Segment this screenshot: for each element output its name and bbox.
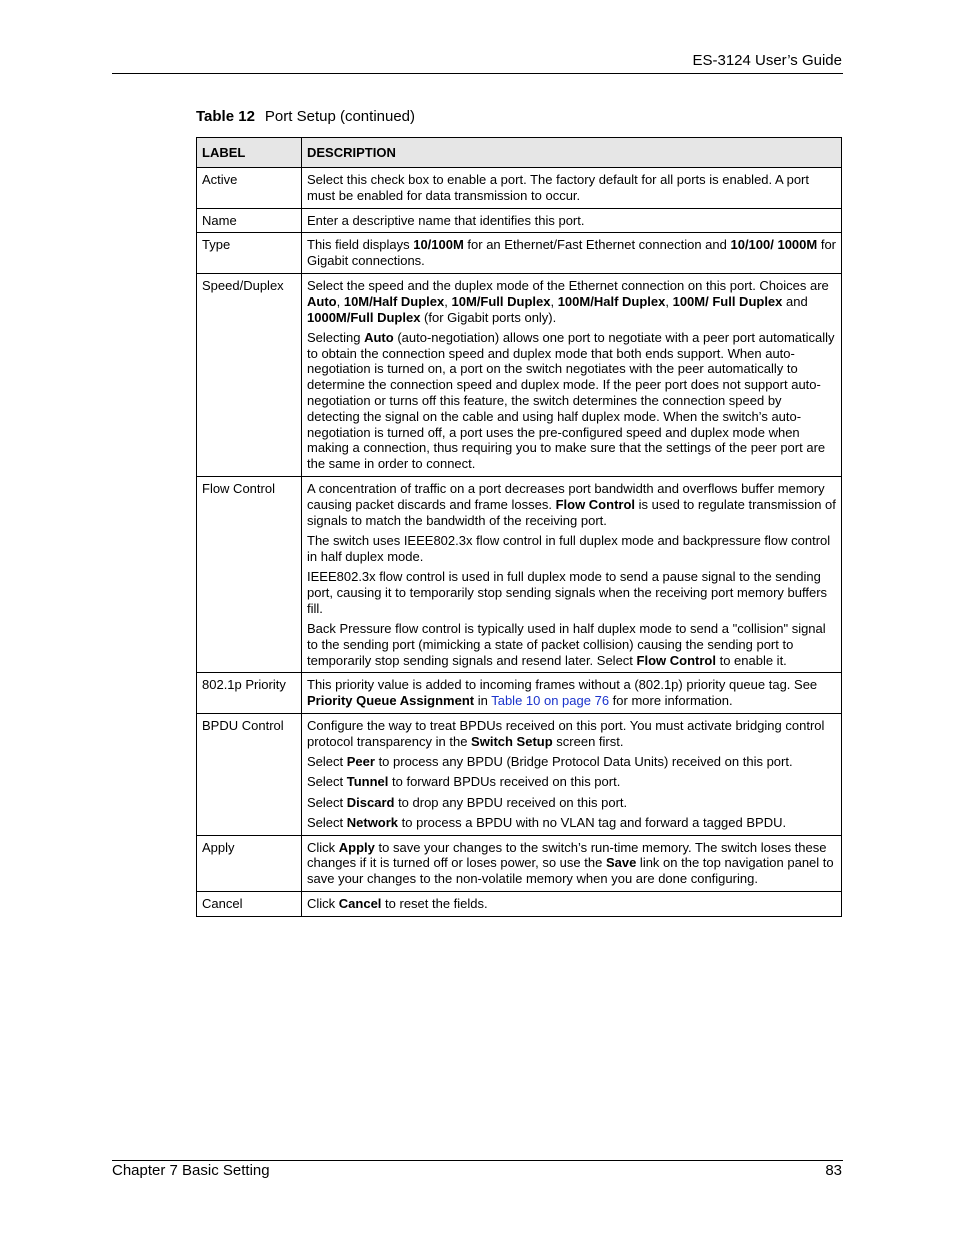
text-run: to drop any BPDU received on this port. [394, 794, 628, 810]
bold-term: Flow Control [636, 652, 716, 668]
description-paragraph [307, 774, 836, 790]
guide-title: ES-3124 User’s Guide [692, 52, 842, 69]
bold-term: Priority Queue Assignment [307, 693, 475, 709]
row-label: 802.1p Priority [197, 673, 302, 714]
row-description [302, 713, 842, 835]
description-paragraph [307, 795, 836, 811]
row-label: BPDU Control [197, 713, 302, 835]
text-run: to process a BPDU with no VLAN tag and forward a tagged BPDU. [398, 814, 787, 830]
text-run: Configure the way to treat BPDUs received on this port. You must activate bridging control protocol transparency in the [307, 717, 825, 749]
description-paragraph [307, 278, 836, 325]
label-column-header: LABEL [197, 138, 302, 168]
bold-term: 100M/Half Duplex [557, 293, 666, 309]
chapter-title: Chapter 7 Basic Setting [112, 1162, 270, 1179]
row-label: Type [197, 233, 302, 274]
text-run: to save your changes to the switch’s run-time memory. The switch loses these changes if it is turned off or loses power, so use the [307, 839, 827, 871]
text-run: (auto-negotiation) allows one port to negotiate with a peer port automatically to obtain the connection speed and duplex mode that both ends support. When auto-negotiation is turned on, a port on the switch negotiates with the peer automatically to determine the connection speed and duplex mode. If the peer port does not support auto-negotiation or turns off this feature, the switch determines the connection speed by detecting the signal on the cable and using half duplex mode. When the switch’s auto-negotiation is turned off, a port uses the pre-configured speed and duplex mode when making a connection, thus requiring you to make sure that the settings of the peer port are the same in order to connect. [307, 329, 835, 472]
description-paragraph [307, 213, 836, 229]
text-run: for more information. [609, 693, 733, 709]
text-run: in [474, 693, 492, 709]
description-paragraph [307, 330, 836, 472]
bold-term: Discard [346, 794, 395, 810]
bold-term: Peer [346, 754, 375, 769]
description-paragraph [307, 718, 836, 750]
text-run: to reset the fields. [381, 896, 488, 912]
description-paragraph [307, 815, 836, 831]
text-run: , [550, 293, 558, 309]
bold-term: 10M/Full Duplex [451, 293, 551, 309]
text-run: to enable it. [715, 652, 787, 668]
table-row [197, 273, 842, 476]
row-description [302, 273, 842, 476]
table-row [197, 477, 842, 673]
bold-term: 1000M/Full Duplex [307, 309, 421, 325]
table-row [197, 835, 842, 891]
text-run: screen first. [552, 733, 624, 749]
table-row [197, 673, 842, 714]
text-run: Click [307, 839, 339, 855]
description-paragraph [307, 621, 836, 668]
description-paragraph [307, 840, 836, 887]
text-run: and [782, 293, 808, 309]
text-run: Click [307, 896, 339, 912]
port-setup-table [196, 137, 842, 917]
table-caption [196, 108, 415, 125]
description-paragraph [307, 677, 836, 709]
text-run: The switch uses IEEE802.3x flow control in full duplex mode and backpressure flow control in half duplex mode. [307, 532, 831, 564]
text-run: Select the speed and the duplex mode of the Ethernet connection on this port. Choices are [307, 277, 829, 293]
bold-term: 10M/Half Duplex [343, 293, 445, 309]
row-description [302, 673, 842, 714]
table-row [197, 233, 842, 274]
table-number: Table 12 [196, 108, 255, 125]
table-header-row [197, 138, 842, 168]
row-description [302, 168, 842, 209]
text-run: Selecting [307, 329, 365, 345]
row-description [302, 208, 842, 233]
text-run: , [665, 293, 673, 309]
bold-term: 10/100M [413, 237, 464, 253]
table-row [197, 713, 842, 835]
table-row [197, 168, 842, 209]
text-run: Select [307, 754, 347, 769]
row-label: Cancel [197, 892, 302, 917]
row-label: Active [197, 168, 302, 209]
text-run: Enter a descriptive name that identifies this port. [307, 212, 585, 228]
description-paragraph [307, 481, 836, 528]
bold-term: 100M/ Full Duplex [672, 293, 783, 309]
description-paragraph [307, 533, 836, 565]
text-run: for Gigabit connections. [307, 237, 837, 269]
bold-term: Tunnel [346, 774, 389, 790]
page-number: 83 [825, 1162, 842, 1179]
bold-term: Save [605, 855, 637, 871]
description-column-header: DESCRIPTION [302, 138, 842, 168]
table-row [197, 892, 842, 917]
bold-term: Auto [364, 329, 394, 345]
text-run: link on the top navigation panel to save your changes to the non-volatile memory when you are done configuring. [307, 855, 834, 887]
description-paragraph [307, 754, 836, 770]
bold-term: Network [346, 814, 399, 830]
description-paragraph [307, 172, 836, 204]
bold-term: Cancel [338, 896, 382, 912]
bold-term: Apply [338, 839, 375, 855]
footer-divider [112, 1160, 843, 1161]
row-label: Apply [197, 835, 302, 891]
text-run: This field displays [307, 237, 414, 253]
row-label: Name [197, 208, 302, 233]
text-run: , [444, 293, 452, 309]
bold-term: Switch Setup [471, 733, 553, 749]
bold-term: 10/100/ 1000M [730, 237, 818, 253]
table-body [197, 168, 842, 917]
header-divider [112, 73, 843, 74]
row-description [302, 233, 842, 274]
text-run: is used to regulate transmission of signals to match the bandwidth of the receiving port. [307, 496, 836, 528]
text-run: (for Gigabit ports only). [420, 309, 557, 325]
text-run: for an Ethernet/Fast Ethernet connection and [463, 237, 731, 253]
bold-term: Auto [307, 293, 337, 309]
text-run: , [336, 293, 344, 309]
table-title: Port Setup (continued) [264, 108, 416, 125]
text-run: Back Pressure flow control is typically used in half duplex mode to send a "collision" signal to the sending port (mimicking a state of packet collision) causing the sending port to temporarily stop sending signals and resend later. Select [307, 620, 826, 668]
text-run: Select this check box to enable a port. The factory default for all ports is enabled. A port must be enabled for data transmission to occur. [307, 172, 809, 203]
text-run: Select [307, 794, 347, 810]
cross-reference-link[interactable]: Table 10 on page 76 [491, 693, 610, 709]
row-label: Speed/Duplex [197, 273, 302, 476]
description-paragraph [307, 896, 836, 912]
text-run: A concentration of traffic on a port decreases port bandwidth and overflows buffer memory causing packet discards and frame losses. [307, 481, 825, 512]
text-run: to process any BPDU (Bridge Protocol Data Units) received on this port. [374, 754, 793, 769]
table-row [197, 208, 842, 233]
description-paragraph [307, 237, 836, 269]
text-run: to forward BPDUs received on this port. [388, 774, 621, 790]
row-description [302, 892, 842, 917]
text-run: Select [307, 814, 347, 830]
text-run: IEEE802.3x flow control is used in full duplex mode to send a pause signal to the sending port, causing it to temporarily stop sending signals when the receiving port memory buffers fill. [307, 569, 828, 616]
bold-term: Flow Control [555, 496, 636, 512]
row-description [302, 477, 842, 673]
text-run: Select [307, 774, 347, 790]
row-description [302, 835, 842, 891]
row-label: Flow Control [197, 477, 302, 673]
text-run: This priority value is added to incoming frames without a (802.1p) priority queue tag. See [307, 677, 818, 693]
description-paragraph [307, 569, 836, 616]
